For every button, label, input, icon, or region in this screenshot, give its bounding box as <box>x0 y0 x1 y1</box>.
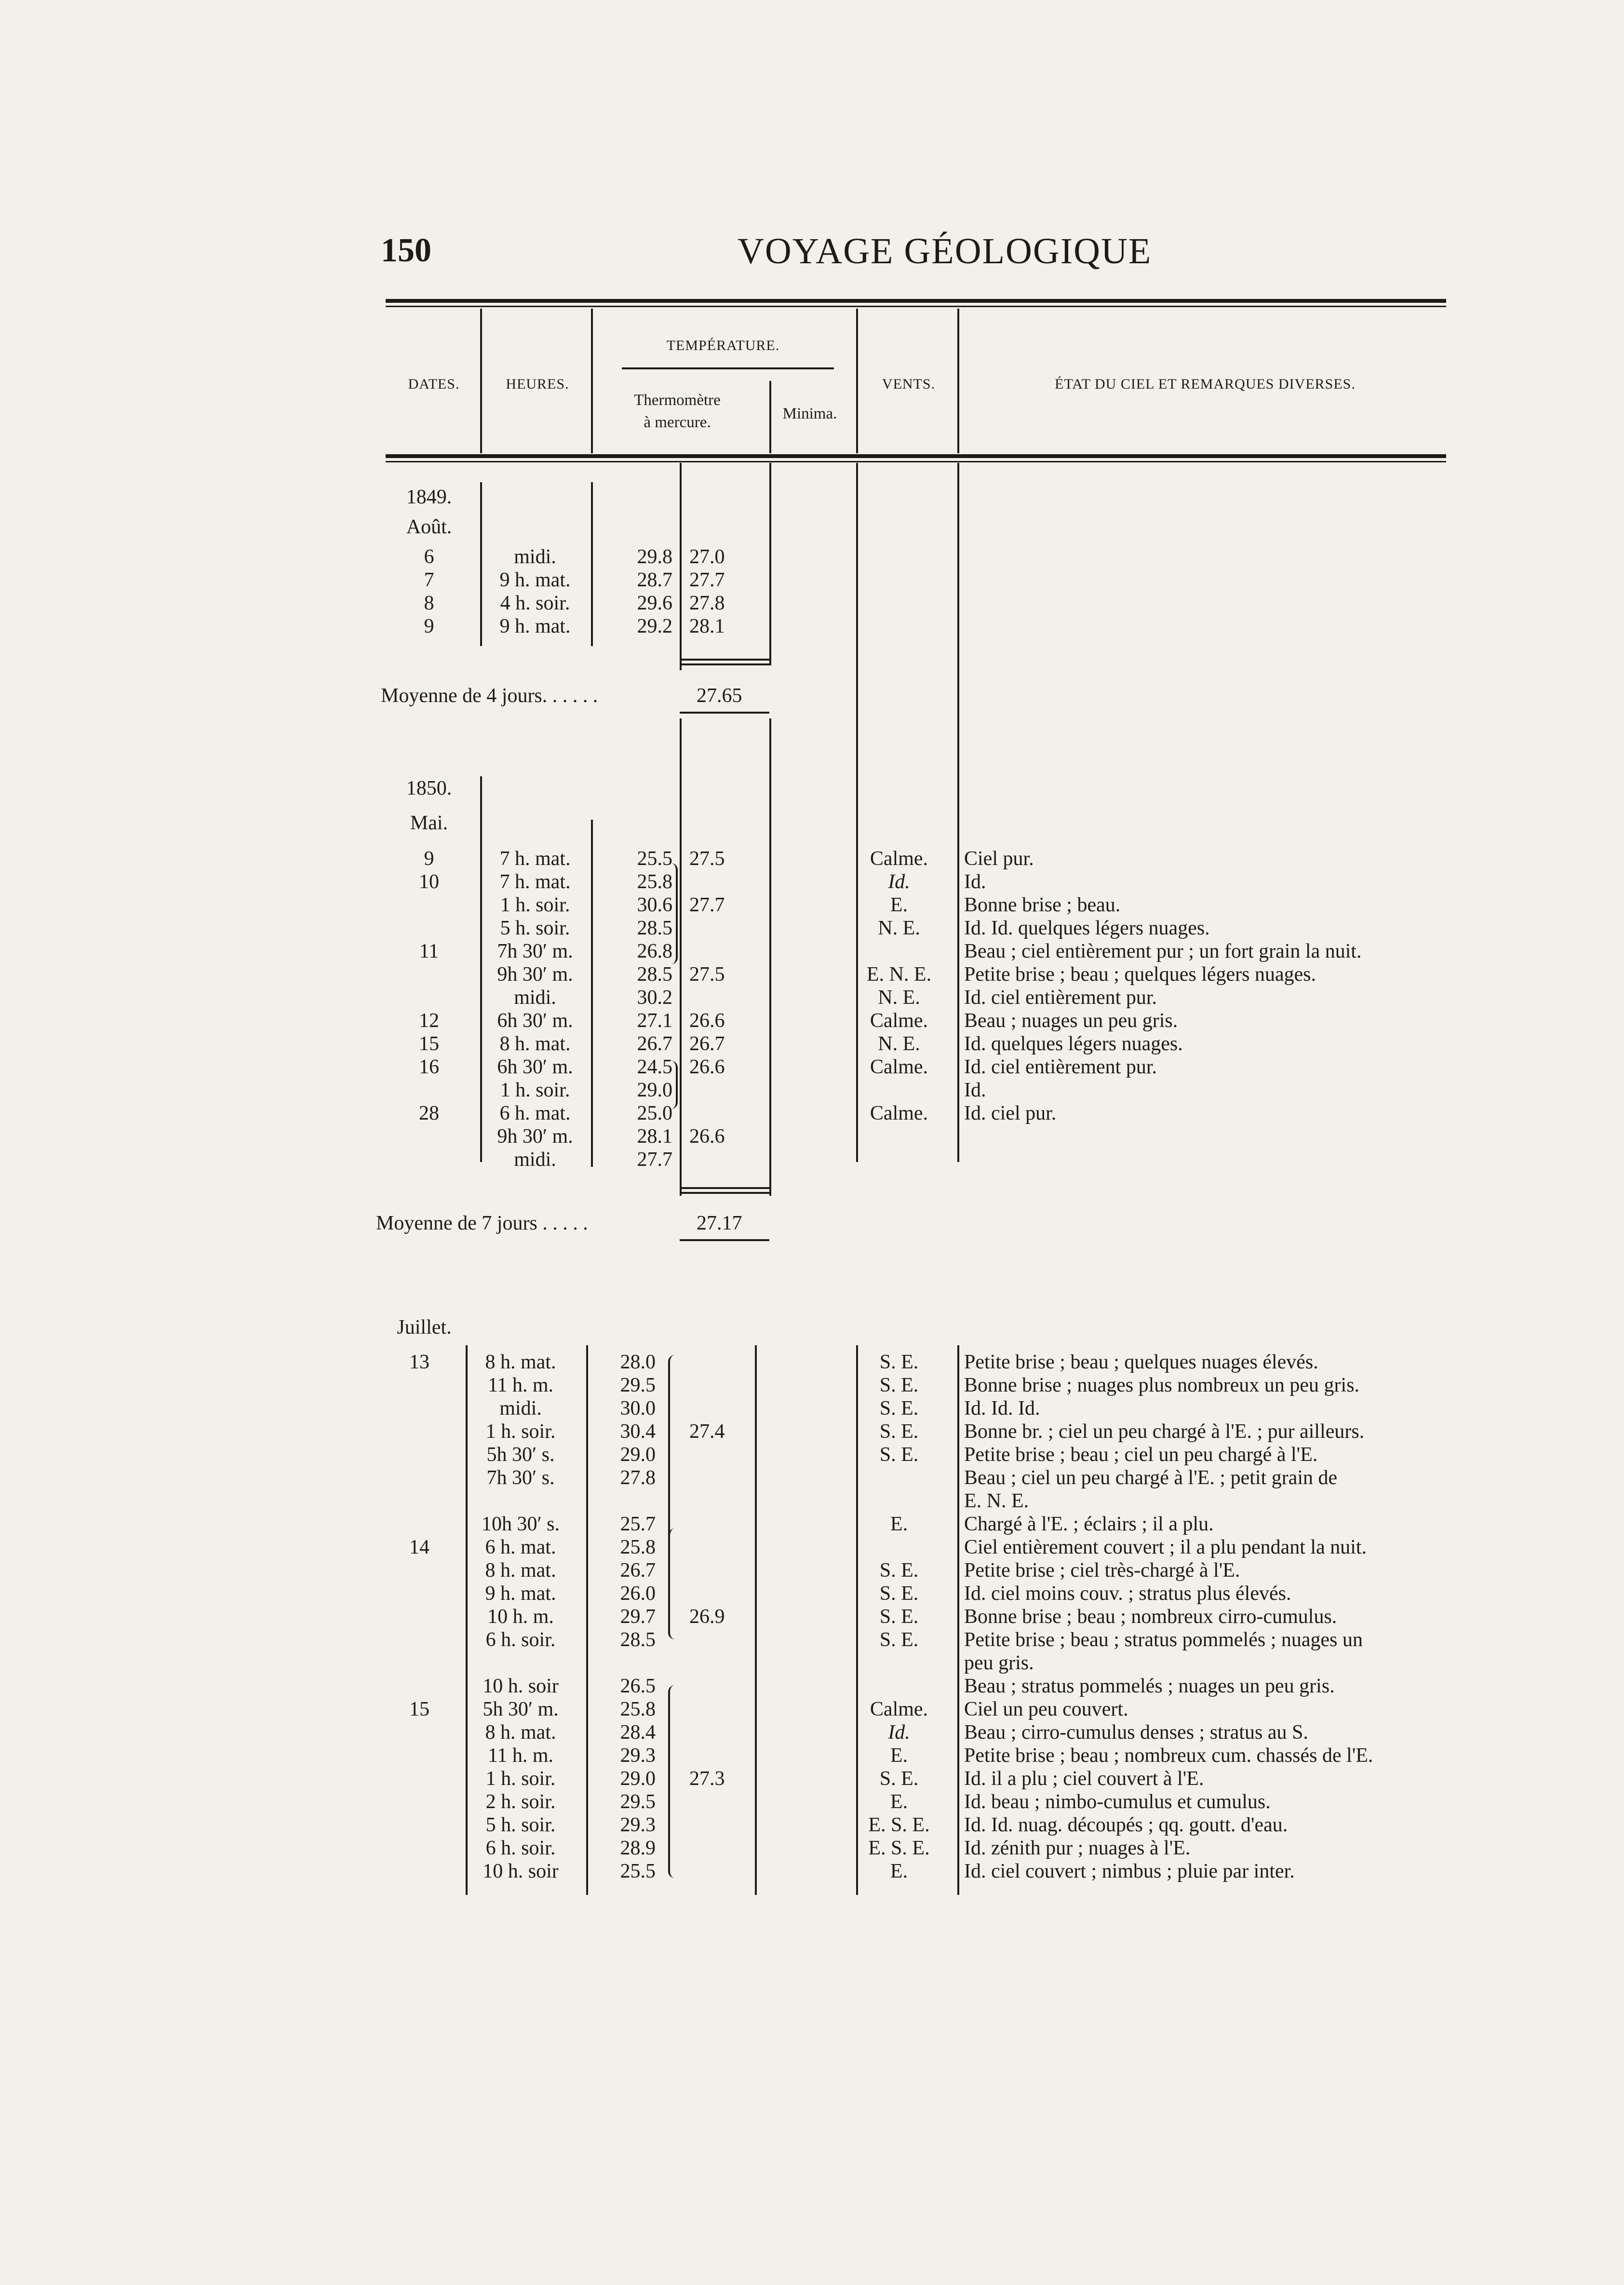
cell-date: 8 <box>424 592 434 614</box>
sum-rule <box>680 1187 769 1189</box>
table-row <box>0 1489 1624 1513</box>
cell-etat: Ciel entièrement couvert ; il a plu pendant la nuit. <box>964 1536 1367 1558</box>
cell-vent: E. <box>890 1513 908 1535</box>
table-row <box>0 1674 1624 1698</box>
header-divider <box>480 309 482 453</box>
cell-heure: 6 h. soir. <box>485 1629 556 1651</box>
cell-heure: 11 h. m. <box>487 1374 554 1396</box>
cell-etat: Petite brise ; beau ; stratus pommelés ; nuages un <box>964 1629 1363 1651</box>
cell-thermometre: 29.7 <box>620 1606 656 1628</box>
cell-vent: E. <box>890 1791 908 1813</box>
cell-heure: 7h 30′ m. <box>497 940 573 962</box>
cell-thermometre: 29.3 <box>620 1744 656 1767</box>
cell-vent: Calme. <box>870 848 928 870</box>
cell-vent: N. E. <box>878 987 920 1009</box>
cell-vent: S. E. <box>879 1374 919 1396</box>
cell-heure: 8 h. mat. <box>499 1033 571 1055</box>
cell-minima: 26.9 <box>689 1606 725 1628</box>
cell-etat: Id. <box>964 1079 986 1101</box>
cell-etat: Bonne brise ; nuages plus nombreux un peu gris. <box>964 1374 1360 1396</box>
cell-heure: 5h 30′ s. <box>486 1444 555 1466</box>
table-row <box>0 916 1624 940</box>
cell-etat: Petite brise ; beau ; quelques légers nuages. <box>964 963 1316 986</box>
moyenne-label: Moyenne de 7 jours . . . . . <box>376 1212 588 1234</box>
cell-heure: midi. <box>514 1149 556 1171</box>
cell-thermometre: 26.7 <box>637 1033 672 1055</box>
cell-etat: Bonne brise ; beau. <box>964 894 1121 916</box>
sum-rule <box>680 1239 769 1241</box>
month-row <box>0 1315 1624 1339</box>
cell-thermometre: 25.5 <box>637 848 672 870</box>
cell-vent: S. E. <box>879 1559 919 1582</box>
cell-vent: E. S. E. <box>868 1814 930 1836</box>
cell-thermometre: 29.0 <box>637 1079 672 1101</box>
cell-etat: Bonne br. ; ciel un peu chargé à l'E. ; pur ailleurs. <box>964 1420 1365 1443</box>
header-dates: DATES. <box>408 376 460 392</box>
month-row <box>0 515 1624 539</box>
cell-thermometre: 25.8 <box>620 1698 656 1720</box>
cell-heure: 6 h. mat. <box>499 1102 571 1124</box>
cell-minima: 27.3 <box>689 1768 725 1790</box>
cell-heure: 7h 30′ s. <box>486 1467 555 1489</box>
cell-thermometre: 26.5 <box>620 1675 656 1697</box>
cell-etat: Petite brise ; beau ; ciel un peu chargé à l'E. <box>964 1444 1318 1466</box>
cell-thermometre: 27.1 <box>637 1010 672 1032</box>
cell-date: 6 <box>424 546 434 568</box>
cell-thermometre: 28.7 <box>637 569 672 591</box>
cell-thermometre: 25.0 <box>637 1102 672 1124</box>
cell-heure: 10 h. soir <box>483 1675 559 1697</box>
cell-etat: Id. ciel entièrement pur. <box>964 1056 1157 1078</box>
cell-heure: 10h 30′ s. <box>481 1513 560 1535</box>
cell-heure: 5 h. soir. <box>500 917 570 939</box>
cell-heure: 6h 30′ m. <box>497 1010 573 1032</box>
cell-etat: Beau ; stratus pommelés ; nuages un peu gris. <box>964 1675 1335 1697</box>
header-minima: Minima. <box>782 405 837 422</box>
header-bottom-rule <box>386 454 1446 458</box>
cell-minima: 27.8 <box>689 592 725 614</box>
year-label: 1850. <box>406 777 452 799</box>
cell-thermometre: 26.8 <box>637 940 672 962</box>
table-row <box>0 1697 1624 1721</box>
cell-etat: Id. <box>964 871 986 893</box>
table-row <box>0 1582 1624 1606</box>
header-heures: HEURES. <box>506 376 569 392</box>
header-thermometre-2: à mercure. <box>644 414 711 431</box>
sum-rule <box>680 659 769 661</box>
table-row <box>0 986 1624 1010</box>
table-row <box>0 1859 1624 1883</box>
cell-etat: Ciel un peu couvert. <box>964 1698 1128 1720</box>
cell-minima: 27.4 <box>689 1420 725 1443</box>
cell-thermometre: 29.3 <box>620 1814 656 1836</box>
table-row <box>0 939 1624 963</box>
table-row <box>0 545 1624 569</box>
cell-minima: 26.6 <box>689 1010 725 1032</box>
cell-heure: 6h 30′ m. <box>497 1056 573 1078</box>
cell-heure: 4 h. soir. <box>500 592 570 614</box>
cell-heure: 10 h. soir <box>483 1860 559 1882</box>
group-brace <box>668 1685 681 1878</box>
cell-etat: Ciel pur. <box>964 848 1034 870</box>
cell-minima: 26.6 <box>689 1125 725 1148</box>
cell-vent: S. E. <box>879 1606 919 1628</box>
cell-vent: Calme. <box>870 1102 928 1124</box>
cell-thermometre: 28.5 <box>637 917 672 939</box>
cell-minima: 27.7 <box>689 569 725 591</box>
cell-etat: Petite brise ; beau ; nombreux cum. chassés de l'E. <box>964 1744 1373 1767</box>
cell-heure: 6 h. soir. <box>485 1837 556 1859</box>
table-row <box>0 1512 1624 1536</box>
cell-date: 12 <box>419 1010 439 1032</box>
cell-heure: 8 h. mat. <box>485 1721 556 1744</box>
cell-date: 10 <box>419 871 439 893</box>
table-row <box>0 1767 1624 1791</box>
cell-heure: 5 h. soir. <box>485 1814 556 1836</box>
cell-heure: midi. <box>499 1397 542 1420</box>
cell-vent: S. E. <box>879 1444 919 1466</box>
table-row <box>0 1651 1624 1675</box>
cell-date: 13 <box>409 1351 429 1373</box>
table-row <box>0 1443 1624 1467</box>
moyenne-value: 27.65 <box>697 685 742 707</box>
cell-thermometre: 28.9 <box>620 1837 656 1859</box>
table-row <box>0 870 1624 894</box>
cell-vent: E. S. E. <box>868 1837 930 1859</box>
header-divider <box>957 309 959 453</box>
cell-vent: E. <box>890 1744 908 1767</box>
cell-etat: Id. ciel moins couv. ; stratus plus élevés. <box>964 1582 1291 1605</box>
month-label: Août. <box>406 516 452 538</box>
cell-etat: Id. zénith pur ; nuages à l'E. <box>964 1837 1191 1859</box>
header-divider <box>856 309 858 453</box>
cell-vent: E. <box>890 1860 908 1882</box>
sum-rule <box>680 712 769 714</box>
cell-thermometre: 30.4 <box>620 1420 656 1443</box>
cell-etat: Beau ; ciel entièrement pur ; un fort grain la nuit. <box>964 940 1362 962</box>
cell-etat: Id. Id. quelques légers nuages. <box>964 917 1210 939</box>
cell-heure: 9 h. mat. <box>485 1582 556 1605</box>
cell-date: 15 <box>409 1698 429 1720</box>
cell-etat: Chargé à l'E. ; éclairs ; il a plu. <box>964 1513 1214 1535</box>
table-row <box>0 591 1624 615</box>
table-row <box>0 1720 1624 1744</box>
cell-heure: 1 h. soir. <box>485 1420 556 1443</box>
table-row <box>0 1009 1624 1033</box>
cell-heure: 1 h. soir. <box>500 1079 570 1101</box>
cell-etat: peu gris. <box>964 1652 1034 1674</box>
table-row <box>0 1628 1624 1652</box>
cell-vent: S. E. <box>879 1351 919 1373</box>
table-row <box>0 1032 1624 1056</box>
cell-vent: S. E. <box>879 1629 919 1651</box>
moyenne-row <box>0 684 1624 708</box>
cell-etat: Id. ciel pur. <box>964 1102 1057 1124</box>
page-number: 150 <box>381 232 431 269</box>
cell-heure: 8 h. mat. <box>485 1559 556 1582</box>
cell-vent: S. E. <box>879 1397 919 1420</box>
header-bottom-rule-thin <box>386 461 1446 462</box>
cell-vent: Calme. <box>870 1056 928 1078</box>
cell-etat: E. N. E. <box>964 1490 1029 1512</box>
cell-date: 15 <box>419 1033 439 1055</box>
cell-date: 7 <box>424 569 434 591</box>
cell-vent: S. E. <box>879 1420 919 1443</box>
header-vents: VENTS. <box>882 376 936 392</box>
table-row <box>0 1420 1624 1444</box>
cell-thermometre: 25.5 <box>620 1860 656 1882</box>
header-divider <box>591 309 593 453</box>
cell-etat: Id. ciel couvert ; nimbus ; pluie par inter. <box>964 1860 1295 1882</box>
header-temperature: TEMPÉRATURE. <box>666 338 780 353</box>
cell-minima: 27.5 <box>689 963 725 986</box>
cell-minima: 27.5 <box>689 848 725 870</box>
cell-heure: 5h 30′ m. <box>483 1698 559 1720</box>
cell-etat: Id. beau ; nimbo-cumulus et cumulus. <box>964 1791 1271 1813</box>
top-rule <box>386 299 1446 303</box>
cell-vent: S. E. <box>879 1768 919 1790</box>
cell-date: 16 <box>419 1056 439 1078</box>
cell-heure: 7 h. mat. <box>499 848 571 870</box>
table-row <box>0 1101 1624 1125</box>
cell-minima: 28.1 <box>689 615 725 637</box>
table-row <box>0 1790 1624 1814</box>
top-rule-thin <box>386 306 1446 307</box>
cell-thermometre: 26.0 <box>620 1582 656 1605</box>
table-row <box>0 1466 1624 1490</box>
cell-heure: 1 h. soir. <box>500 894 570 916</box>
cell-vent: E. <box>890 894 908 916</box>
cell-minima: 27.7 <box>689 894 725 916</box>
cell-etat: Id. Id. Id. <box>964 1397 1040 1420</box>
cell-heure: 9h 30′ m. <box>497 1125 573 1148</box>
table-row <box>0 1124 1624 1149</box>
table-row <box>0 614 1624 638</box>
table-row <box>0 1605 1624 1629</box>
sum-rule <box>680 663 769 665</box>
cell-etat: Petite brise ; beau ; quelques nuages élevés. <box>964 1351 1318 1373</box>
cell-vent: Id. <box>888 1721 910 1744</box>
cell-vent: Id. <box>888 871 910 893</box>
cell-heure: 9 h. mat. <box>499 615 571 637</box>
cell-heure: 7 h. mat. <box>499 871 571 893</box>
cell-thermometre: 24.5 <box>637 1056 672 1078</box>
temperature-underline <box>622 367 834 369</box>
cell-thermometre: 25.7 <box>620 1513 656 1535</box>
cell-thermometre: 27.8 <box>620 1467 656 1489</box>
month-row <box>0 811 1624 835</box>
cell-etat: Petite brise ; ciel très-chargé à l'E. <box>964 1559 1240 1582</box>
cell-vent: N. E. <box>878 1033 920 1055</box>
header-divider <box>769 381 771 453</box>
table-row <box>0 1744 1624 1768</box>
cell-minima: 26.7 <box>689 1033 725 1055</box>
moyenne-row <box>0 1211 1624 1235</box>
cell-vent: N. E. <box>878 917 920 939</box>
table-row <box>0 1535 1624 1559</box>
table-row <box>0 1373 1624 1397</box>
cell-vent: Calme. <box>870 1010 928 1032</box>
cell-heure: 8 h. mat. <box>485 1351 556 1373</box>
cell-thermometre: 29.2 <box>637 615 672 637</box>
table-row <box>0 1813 1624 1837</box>
cell-thermometre: 29.6 <box>637 592 672 614</box>
cell-heure: 9h 30′ m. <box>497 963 573 986</box>
year-row <box>0 485 1624 509</box>
cell-etat: Beau ; cirro-cumulus denses ; stratus au S. <box>964 1721 1308 1744</box>
table-row <box>0 1148 1624 1172</box>
cell-etat: Id. il a plu ; ciel couvert à l'E. <box>964 1768 1204 1790</box>
running-head: VOYAGE GÉOLOGIQUE <box>738 231 1152 271</box>
cell-heure: 2 h. soir. <box>485 1791 556 1813</box>
table-row <box>0 1396 1624 1420</box>
cell-thermometre: 30.0 <box>620 1397 656 1420</box>
table-row <box>0 1836 1624 1860</box>
table-row <box>0 893 1624 917</box>
cell-thermometre: 27.7 <box>637 1149 672 1171</box>
cell-heure: midi. <box>514 987 556 1009</box>
cell-heure: 6 h. mat. <box>485 1536 556 1558</box>
cell-vent: S. E. <box>879 1582 919 1605</box>
cell-etat: Id. quelques légers nuages. <box>964 1033 1183 1055</box>
cell-thermometre: 29.0 <box>620 1444 656 1466</box>
table-row <box>0 1558 1624 1582</box>
cell-vent: E. N. E. <box>866 963 932 986</box>
cell-etat: Id. ciel entièrement pur. <box>964 987 1157 1009</box>
moyenne-label: Moyenne de 4 jours. . . . . . <box>381 685 598 707</box>
cell-thermometre: 30.2 <box>637 987 672 1009</box>
header-thermometre-1: Thermomètre <box>634 392 721 409</box>
cell-date: 11 <box>419 940 439 962</box>
cell-etat: Beau ; ciel un peu chargé à l'E. ; petit grain de <box>964 1467 1338 1489</box>
cell-thermometre: 30.6 <box>637 894 672 916</box>
group-brace <box>668 1528 681 1639</box>
group-brace <box>665 863 678 964</box>
cell-thermometre: 28.1 <box>637 1125 672 1148</box>
month-label: Mai. <box>410 812 448 834</box>
cell-date: 14 <box>409 1536 429 1558</box>
cell-thermometre: 29.5 <box>620 1791 656 1813</box>
cell-date: 9 <box>424 848 434 870</box>
table-row <box>0 962 1624 987</box>
cell-date: 9 <box>424 615 434 637</box>
cell-thermometre: 29.8 <box>637 546 672 568</box>
sum-rule <box>680 1192 769 1194</box>
cell-heure: 9 h. mat. <box>499 569 571 591</box>
table-row <box>0 1350 1624 1374</box>
cell-heure: 1 h. soir. <box>485 1768 556 1790</box>
cell-thermometre: 28.5 <box>620 1629 656 1651</box>
cell-thermometre: 29.0 <box>620 1768 656 1790</box>
cell-etat: Bonne brise ; beau ; nombreux cirro-cumulus. <box>964 1606 1337 1628</box>
cell-heure: 10 h. m. <box>487 1606 554 1628</box>
cell-date: 28 <box>419 1102 439 1124</box>
cell-minima: 27.0 <box>689 546 725 568</box>
cell-etat: Id. Id. nuag. découpés ; qq. goutt. d'eau. <box>964 1814 1288 1836</box>
cell-heure: midi. <box>514 546 556 568</box>
cell-thermometre: 28.5 <box>637 963 672 986</box>
cell-minima: 26.6 <box>689 1056 725 1078</box>
year-label: 1849. <box>406 486 452 508</box>
group-brace <box>665 1061 678 1109</box>
cell-thermometre: 28.4 <box>620 1721 656 1744</box>
cell-heure: 11 h. m. <box>487 1744 554 1767</box>
cell-thermometre: 29.5 <box>620 1374 656 1396</box>
cell-etat: Beau ; nuages un peu gris. <box>964 1010 1178 1032</box>
table-row <box>0 1078 1624 1102</box>
cell-thermometre: 25.8 <box>637 871 672 893</box>
moyenne-value: 27.17 <box>697 1212 742 1234</box>
table-row <box>0 847 1624 871</box>
header-etat: ÉTAT DU CIEL ET REMARQUES DIVERSES. <box>1055 376 1356 392</box>
year-row <box>0 776 1624 800</box>
cell-thermometre: 28.0 <box>620 1351 656 1373</box>
table-row <box>0 568 1624 592</box>
table-row <box>0 1055 1624 1079</box>
month-label: Juillet. <box>397 1316 452 1339</box>
cell-thermometre: 26.7 <box>620 1559 656 1582</box>
cell-thermometre: 25.8 <box>620 1536 656 1558</box>
cell-vent: Calme. <box>870 1698 928 1720</box>
